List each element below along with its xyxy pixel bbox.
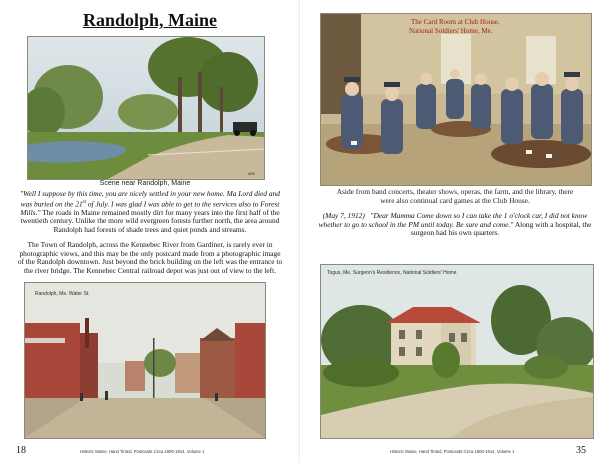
body-paragraph-1 [16,190,284,234]
letter-quote: "Well I suppose by this time, you are nicely settled in your new home. Ma Lord died and was buried on the 21 [20,189,280,209]
paragraph-text: The roads in Maine remained mostly dirt for many years into the first half of the twentieth century. Unlike the more wild evergreen forests further north, the area around Randolph had forests of shade trees and quiet ponds and streams. [20,207,280,234]
page-title: Randolph, Maine [82,10,218,30]
postcard-printed-title-line1: The Card Room at Club House, [411,18,500,26]
letter-quote-end: of July. I was glad I was able to get to the services also to Forest Mills." [20,199,280,217]
page-number: 35 [576,445,586,456]
page-footer: Historic Maine, Hand Tinted, Postcards Circa 1900-1914, Volume 1 [390,449,515,454]
postcard-residence-image [321,265,593,438]
photo-card-room [320,13,592,186]
postcard-printed-title: Randolph, Me. Water St. [35,291,90,297]
page-footer: Historic Maine, Hand Tinted, Postcards Circa 1900-1914, Volume 1 [80,449,205,454]
postcard-number: 409 [248,171,255,176]
postcard-printed-title: Togus, Me. Surgeon's Residence, National Soldiers' Home [327,270,457,276]
postcard-street-image [25,283,265,438]
postcard-card-room-image [321,14,591,185]
right-page [300,0,600,463]
letter-date: (May 7, 1912) [322,211,365,220]
paragraph-text: Along with a hospital, the surgeon had his own quarters. [410,219,592,238]
body-paragraph-letter [318,212,592,238]
photo-water-street [24,282,266,439]
ordinal-suffix: st [82,199,87,205]
photo-surgeons-residence [320,264,594,439]
letter-quote: "Dear Mamma Come down so I can take the 1 o'clock car, I did not know whether to go to school in the PM until today. Be sure and come." [318,211,588,229]
photo-scene-near-randolph [27,36,265,180]
photo-caption: Aside from band concerts, theater shows, operas, the farm, and the library, there were also continual card games at the Club House. [336,187,574,205]
body-paragraph-2: The Town of Randolph, across the Kennebec River from Gardiner, is rarely ever in photographic views, and this may be the only postcard made from a photographic image of the Randolph downtown. Just beyond the brick building on the left was the entrance to the river bridge. The Kennebec Central railroad depot was just out of view to the left. [17,240,283,275]
photo-caption: Scene near Randolph, Maine [99,180,191,187]
postcard-landscape-image [28,37,264,179]
page-number: 18 [16,445,26,456]
postcard-printed-title-line2: National Soldiers' Home, Me. [409,27,493,35]
